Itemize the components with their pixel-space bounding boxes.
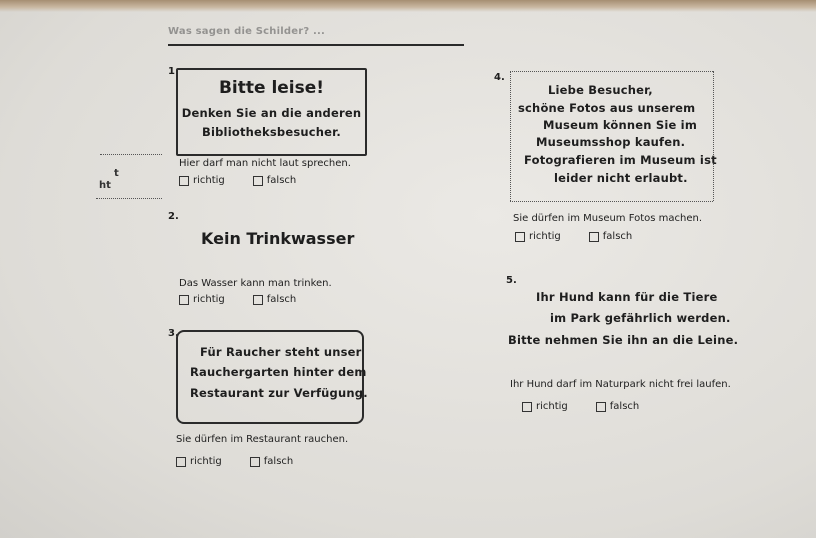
task-2-number: 2. (168, 211, 179, 222)
left-edge-text-1: t (114, 168, 119, 179)
option-label: falsch (266, 294, 297, 305)
option-label: richtig (529, 231, 561, 242)
task-4-sign-line-2: schöne Fotos aus unserem (518, 101, 696, 115)
checkbox[interactable] (179, 176, 189, 186)
task-1-options (179, 175, 318, 186)
task-1-option-richtig[interactable] (179, 175, 225, 186)
task-1-sign-title: Bitte leise! (218, 78, 325, 98)
checkbox[interactable] (515, 232, 525, 242)
task-3-statement: Sie dürfen im Restaurant rauchen. (176, 434, 349, 445)
option-label: falsch (266, 175, 297, 186)
task-5-sign-line-3: Bitte nehmen Sie ihn an die Leine. (508, 333, 739, 347)
task-4-sign-border-left (510, 71, 511, 201)
task-1-statement: Hier darf man nicht laut sprechen. (179, 158, 351, 169)
checkbox[interactable] (179, 295, 189, 305)
option-label: richtig (536, 401, 568, 412)
task-5-number: 5. (506, 275, 517, 286)
task-2-option-richtig[interactable] (179, 294, 225, 305)
left-edge-text-2: ht (99, 180, 111, 191)
task-1-sign-line-2: Denken Sie an die anderen (181, 106, 362, 120)
checkbox[interactable] (596, 402, 606, 412)
option-label: falsch (602, 231, 633, 242)
task-3-sign-line-1: Für Raucher steht unser (200, 345, 362, 359)
checkbox[interactable] (250, 457, 260, 467)
checkbox[interactable] (522, 402, 532, 412)
left-dotted-line-top (100, 154, 162, 155)
task-3-sign-line-3: Restaurant zur Verfügung. (190, 386, 368, 400)
task-1-number: 1. (168, 66, 179, 77)
checkbox[interactable] (253, 295, 263, 305)
task-3-option-falsch[interactable] (250, 456, 293, 467)
task-4-options (515, 231, 654, 242)
task-1-sign (176, 68, 367, 156)
option-label: richtig (193, 294, 225, 305)
task-2-statement: Das Wasser kann man trinken. (179, 278, 332, 289)
desk-edge (0, 0, 816, 12)
task-4-sign-line-6: leider nicht erlaubt. (554, 171, 688, 185)
task-4-option-falsch[interactable] (589, 231, 632, 242)
heading-rule (168, 44, 464, 46)
task-4-sign-line-5: Fotografieren im Museum ist (524, 153, 717, 167)
left-dotted-line-bottom (96, 198, 162, 199)
option-label: richtig (193, 175, 225, 186)
option-label: falsch (609, 401, 640, 412)
task-3-options (176, 456, 315, 467)
checkbox[interactable] (176, 457, 186, 467)
task-3-option-richtig[interactable] (176, 456, 222, 467)
task-3-sign (176, 330, 368, 424)
checkbox[interactable] (589, 232, 599, 242)
worksheet-heading: Was sagen die Schilder? ... (168, 26, 326, 37)
task-1-option-falsch[interactable] (253, 175, 296, 186)
task-4-option-richtig[interactable] (515, 231, 561, 242)
task-3-number: 3. (168, 328, 179, 339)
task-5-option-falsch[interactable] (596, 401, 639, 412)
task-5-statement: Ihr Hund darf im Naturpark nicht frei laufen. (510, 379, 731, 390)
option-label: richtig (190, 456, 222, 467)
task-5-sign-line-1: Ihr Hund kann für die Tiere (536, 290, 718, 304)
task-4-sign-border-bottom (510, 201, 713, 202)
option-label: falsch (263, 456, 294, 467)
task-4-number: 4. (494, 72, 505, 83)
task-3-sign-line-2: Rauchergarten hinter dem (190, 365, 367, 379)
task-1-sign-line-3: Bibliotheksbesucher. (202, 125, 341, 139)
task-4-sign-line-1: Liebe Besucher, (548, 83, 653, 97)
task-5-options (522, 401, 661, 412)
checkbox[interactable] (253, 176, 263, 186)
task-4-sign-line-4: Museumsshop kaufen. (536, 135, 686, 149)
task-2-sign: Kein Trinkwasser (201, 229, 355, 248)
task-4-statement: Sie dürfen im Museum Fotos machen. (513, 213, 703, 224)
task-5-sign-line-2: im Park gefährlich werden. (550, 311, 731, 325)
task-4-sign-line-3: Museum können Sie im (543, 118, 698, 132)
task-4-sign-border-right (713, 71, 714, 201)
task-2-option-falsch[interactable] (253, 294, 296, 305)
task-2-options (179, 294, 318, 305)
task-5-option-richtig[interactable] (522, 401, 568, 412)
task-4-sign-border-top (510, 71, 713, 72)
